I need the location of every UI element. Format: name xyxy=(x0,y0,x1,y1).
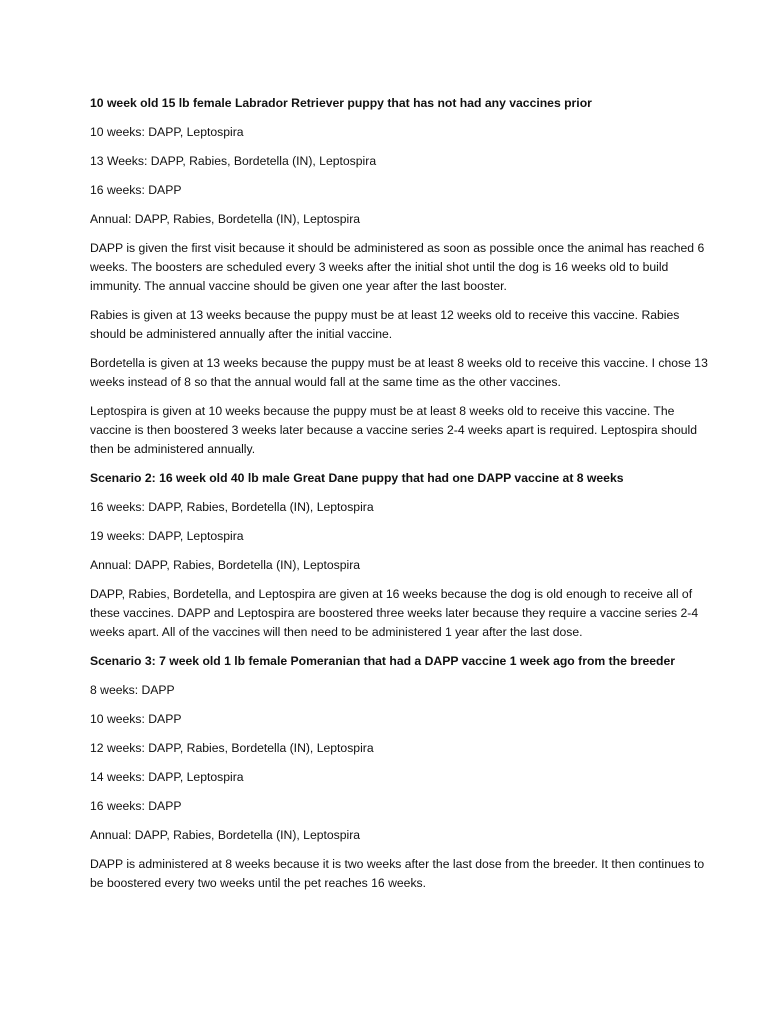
schedule-line: 16 weeks: DAPP xyxy=(90,799,182,813)
scenario-2-heading: Scenario 2: 16 week old 40 lb male Great Dane puppy that had one DAPP vaccine at 8 weeks xyxy=(90,471,624,485)
schedule-line: Annual: DAPP, Rabies, Bordetella (IN), Leptospira xyxy=(90,212,361,226)
schedule-line: 16 weeks: DAPP, Rabies, Bordetella (IN), Leptospira xyxy=(90,500,374,514)
scenario-1-heading: 10 week old 15 lb female Labrador Retriever puppy that has not had any vaccines prior xyxy=(90,96,592,110)
explanation-paragraph: DAPP, Rabies, Bordetella, and Leptospira are given at 16 weeks because the dog is old enough to receive all of these vaccines. DAPP and Leptospira are boostered three weeks later because they require a vaccine series 2-4 weeks apart. All of the vaccines will then need to be administered 1 year after the last dose. xyxy=(90,587,699,639)
schedule-line: 10 weeks: DAPP xyxy=(90,712,182,726)
explanation-paragraph: DAPP is given the first visit because it should be administered as soon as possible once the animal has reached 6 weeks. The boosters are scheduled every 3 weeks after the initial shot until the dog is 16 weeks old to build immunity. The annual vaccine should be given one year after the last booster. xyxy=(90,241,705,293)
schedule-line: 12 weeks: DAPP, Rabies, Bordetella (IN), Leptospira xyxy=(90,741,374,755)
schedule-line: 13 Weeks: DAPP, Rabies, Bordetella (IN), Leptospira xyxy=(90,154,377,168)
explanation-paragraph: Leptospira is given at 10 weeks because the puppy must be at least 8 weeks old to receive this vaccine. The vaccine is then boostered 3 weeks later because a vaccine series 2-4 weeks apart is required. Leptospira should then be administered annually. xyxy=(90,404,698,456)
scenario-3-heading: Scenario 3: 7 week old 1 lb female Pomeranian that had a DAPP vaccine 1 week ago from the breeder xyxy=(90,654,675,668)
explanation-paragraph: Bordetella is given at 13 weeks because the puppy must be at least 8 weeks old to receive this vaccine. I chose 13 weeks instead of 8 so that the annual would fall at the same time as the other vaccines. xyxy=(90,356,708,389)
schedule-line: Annual: DAPP, Rabies, Bordetella (IN), Leptospira xyxy=(90,828,361,842)
explanation-paragraph: Rabies is given at 13 weeks because the puppy must be at least 12 weeks old to receive this vaccine. Rabies should be administered annually after the initial vaccine. xyxy=(90,308,680,341)
schedule-line: 14 weeks: DAPP, Leptospira xyxy=(90,770,244,784)
schedule-line: 19 weeks: DAPP, Leptospira xyxy=(90,529,244,543)
schedule-line: 8 weeks: DAPP xyxy=(90,683,175,697)
schedule-line: 16 weeks: DAPP xyxy=(90,183,182,197)
schedule-line: Annual: DAPP, Rabies, Bordetella (IN), Leptospira xyxy=(90,558,361,572)
explanation-paragraph: DAPP is administered at 8 weeks because it is two weeks after the last dose from the breeder. It then continues to be boostered every two weeks until the pet reaches 16 weeks. xyxy=(90,857,705,890)
schedule-line: 10 weeks: DAPP, Leptospira xyxy=(90,125,244,139)
